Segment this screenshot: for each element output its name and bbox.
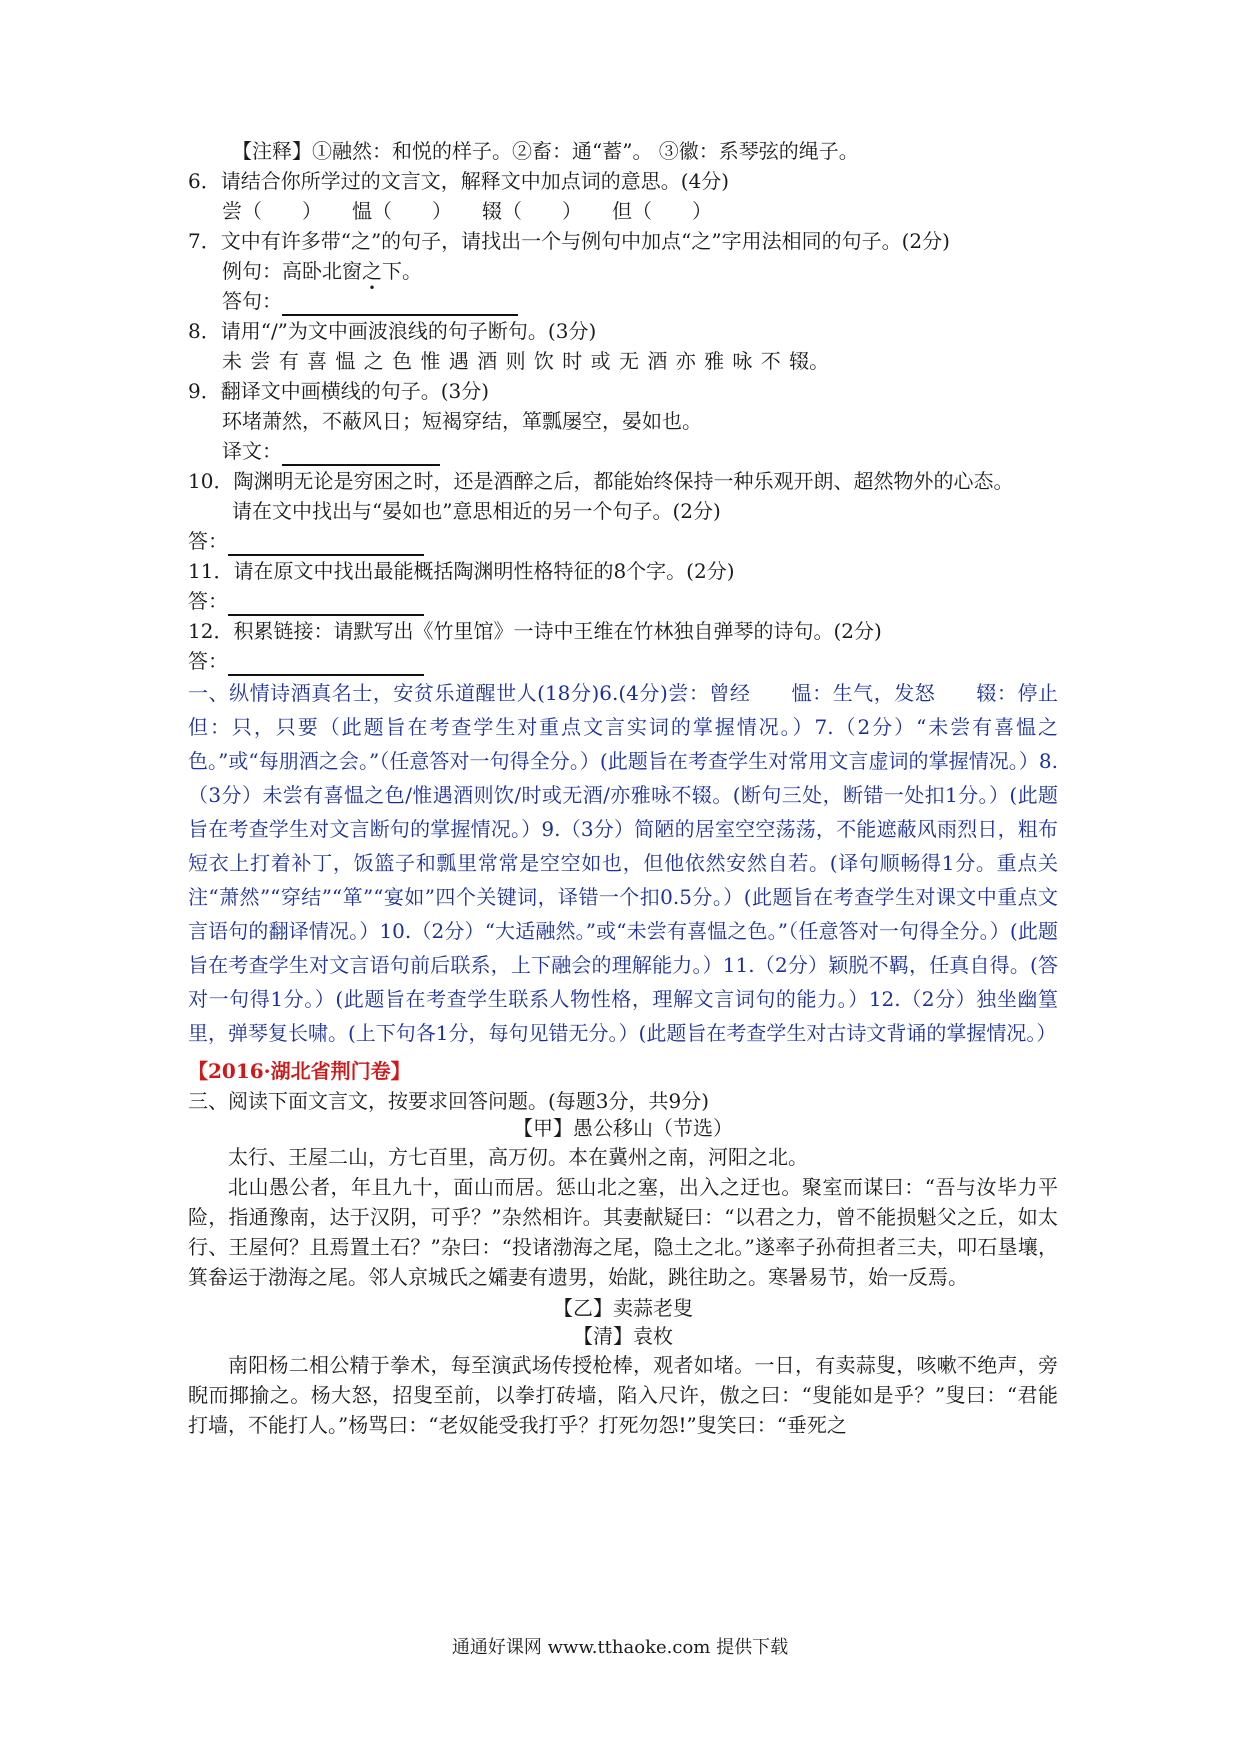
answer-blank[interactable] [228,532,424,556]
example-suffix: 下。 [382,259,422,283]
notes-line: 【注释】①融然：和悦的样子。②畜：通“蓄”。 ③徽：系琴弦的绳子。 [232,139,859,163]
question-7-answer [222,286,518,316]
dotted-character: 之 [362,259,382,283]
question-6-stem: 6．请结合你所学过的文言文，解释文中加点词的意思。(4分) [188,169,730,193]
answer-blank[interactable] [228,652,424,676]
question-7-stem: 7．文中有许多带“之”的句子，请找出一个与例句中加点“之”字用法相同的句子。(2分) [188,229,950,253]
answer-key: 一、纵情诗酒真名士，安贫乐道醒世人(18分)6.(4分)尝：曾经 愠：生气，发怒 辍：停止 但：只，只要（此题旨在考查学生对重点文言实词的掌握情况。）7.（2分）“未尝有喜愠之色。”或“每朋酒之会。”（任意答对一句得全分。）(此题旨在考查学生对常用文言虚词的掌握情况。）8.（3分）未尝有喜愠之色/惟遇酒则饮/时或无酒/亦雅咏不辍。(断句三处，断错一处扣1分。）(此题旨在考查学生对文言断句的掌握情况。）9.（3分）简陋的居室空空荡荡，不能遮蔽风雨烈日，粗布短衣上打着补丁，饭篮子和瓢里常常是空空如也，但他依然安然自若。(译句顺畅得1分。重点关注“萧然”“穿结”“箪”“宴如”四个关键词，译错一个扣0.5分。）(此题旨在考查学生对课文中重点文言语句的翻译情况。）10.（2分）“大适融然。”或“未尝有喜愠之色。”（任意答对一句得全分。）(此题旨在考查学生对文言语句前后联系，上下融会的理解能力。）11.（2分）颖脱不羁，任真自得。(答对一句得1分。）(此题旨在考查学生联系人物性格，理解文言词句的能力。）12.（2分）独坐幽篁里，弹琴复长啸。(上下句各1分，每句见错无分。）(此题旨在考查学生对古诗文背诵的掌握情况。） [188,681,1098,1045]
question-11-stem: 11．请在原文中找出最能概括陶渊明性格特征的8个字。(2分) [188,559,735,583]
question-10-answer [188,526,424,556]
answer-blank[interactable] [282,292,518,316]
question-7-example [222,256,422,286]
page-footer: 通通好课网 www.tthaoke.com 提供下载 [451,1637,789,1658]
question-8-sentence: 未 尝 有 喜 愠 之 色 惟 遇 酒 则 饮 时 或 无 酒 亦 雅 咏 不 辍。 [222,349,830,373]
answer-label: 译文： [222,439,282,463]
section-instruction: 三、阅读下面文言文，按要求回答问题。(每题3分，共9分) [188,1089,710,1113]
question-12-answer [188,646,424,676]
question-9-answer [222,436,440,466]
question-6-words: 尝（ ） 愠（ ） 辍（ ） 但（ ） [222,199,712,223]
passage-b-author: 【清】袁枚 [573,1324,673,1348]
answer-label: 答： [188,529,228,553]
question-10-stem: 10．陶渊明无论是穷困之时，还是酒醉之后，都能始终保持一种乐观开朗、超然物外的心态。 [188,469,1014,493]
answer-label: 答句： [222,289,282,313]
passage-b-paragraph-1: 南阳杨二相公精于拳术，每至演武场传授枪棒，观者如堵。一日，有卖蒜叟，咳嗽不绝声，旁睨而揶揄之。杨大怒，招叟至前，以拳打砖墙，陷入尺许，傲之曰：“叟能如是乎？”叟曰：“君能打墙，不能打人。”杨骂曰：“老奴能受我打乎？打死勿怨!”叟笑曰：“垂死之 [188,1353,1058,1437]
answer-label: 答： [188,649,228,673]
question-10-stem-2: 请在文中找出与“晏如也”意思相近的另一个句子。(2分) [232,499,721,523]
question-11-answer [188,586,424,616]
question-12-stem: 12．积累链接：请默写出《竹里馆》一诗中王维在竹林独自弹琴的诗句。(2分) [188,619,882,643]
question-8-stem: 8．请用“/”为文中画波浪线的句子断句。(3分) [188,319,597,343]
passage-a-title: 【甲】愚公移山（节选） [513,1116,733,1140]
passage-b-title: 【乙】卖蒜老叟 [553,1296,693,1320]
answer-label: 答： [188,589,228,613]
passage-a-paragraph-1: 太行、王屋二山，方七百里，高万仞。本在冀州之南，河阳之北。 [228,1145,808,1169]
question-9-stem: 9．翻译文中画横线的句子。(3分) [188,379,490,403]
source-heading: 【2016·湖北省荆门卷】 [188,1059,411,1083]
answer-blank[interactable] [282,442,440,466]
example-prefix: 例句：高卧北窗 [222,259,362,283]
passage-a-paragraph-2: 北山愚公者，年且九十，面山而居。惩山北之塞，出入之迂也。聚室而谋曰：“吾与汝毕力平险，指通豫南，达于汉阴，可乎？”杂然相许。其妻献疑曰：“以君之力，曾不能损魁父之丘，如太行、王屋何？且焉置土石？”杂曰：“投诸渤海之尾，隐土之北。”遂率子孙荷担者三夫，叩石垦壤，箕畚运于渤海之尾。邻人京城氏之孀妻有遗男，始龀，跳往助之。寒暑易节，始一反焉。 [188,1175,1058,1289]
question-9-sentence: 环堵萧然，不蔽风日；短褐穿结，箪瓢屡空，晏如也。 [222,409,702,433]
answer-blank[interactable] [228,592,424,616]
